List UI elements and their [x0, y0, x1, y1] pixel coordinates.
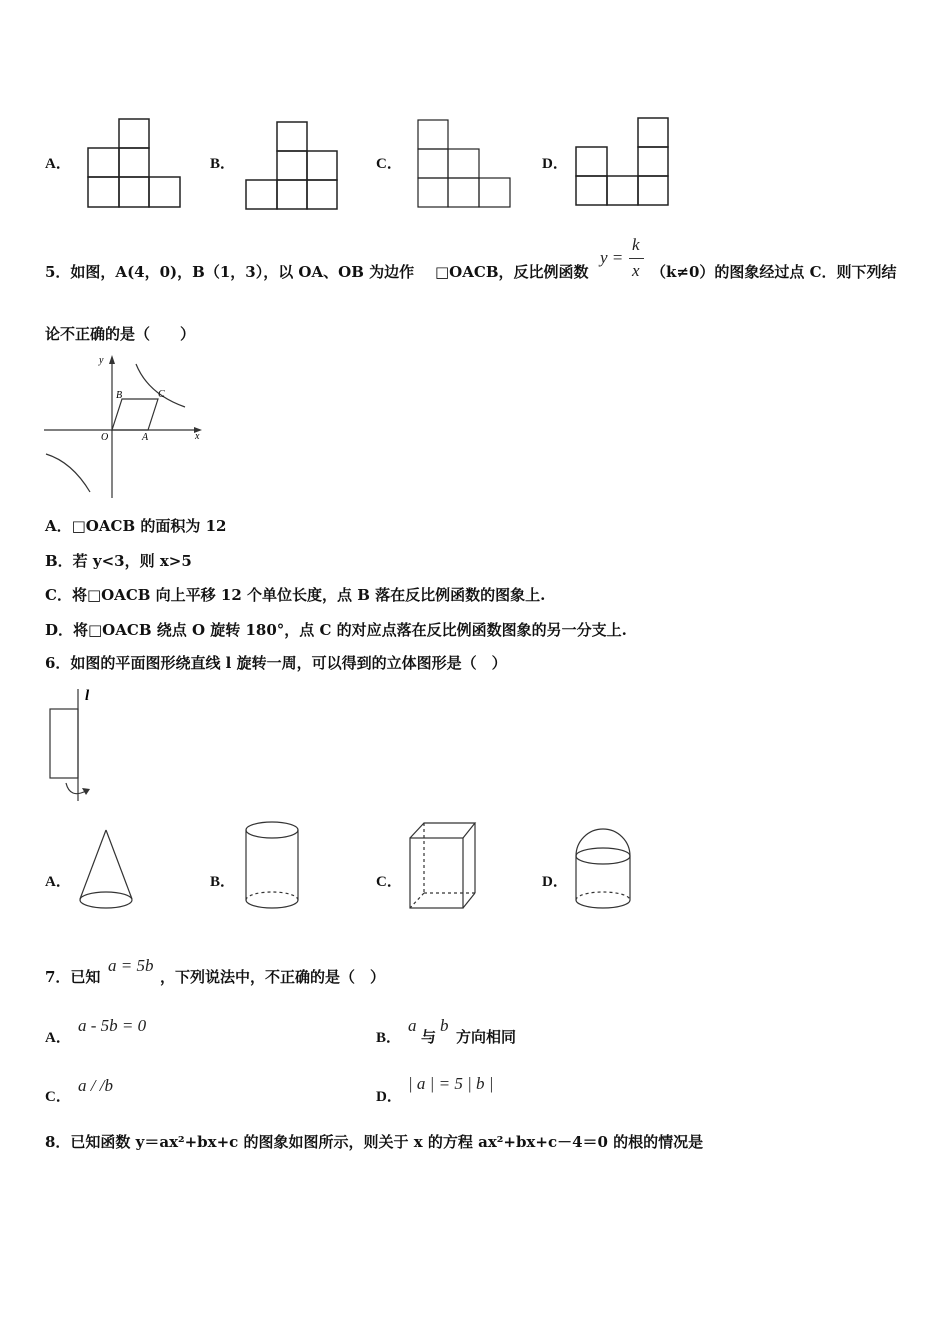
q6-option-d-label: D． [542, 874, 568, 890]
q5-stem-part1: 5．如图，A(4，0)，B（1，3），以 OA、OB 为边作 [45, 263, 415, 281]
q7-stem-part1: 7．已知 [45, 968, 101, 986]
q4-option-d-figure [574, 116, 672, 208]
q4-option-b-figure [244, 120, 340, 212]
q7-option-b-formula-b: b [440, 1016, 449, 1035]
q7-option-b-connector: 与 [421, 1028, 437, 1046]
q6-option-b-cylinder [240, 819, 304, 913]
q5-option-a: A．□OACB 的面积为 12 [45, 517, 227, 535]
q6-option-a-label: A． [45, 874, 71, 890]
q5-label-x: x [195, 431, 200, 442]
q5-formula-lhs: y = [600, 248, 624, 267]
q4-option-c-label: C． [376, 156, 402, 172]
q5-hyperbola-branch-1 [136, 364, 185, 407]
q4-option-d-label: D． [542, 156, 568, 172]
q7-stem-part2: ，下列说法中，不正确的是（ ） [160, 968, 386, 986]
q5-label-o: O [101, 432, 109, 443]
q7-option-b-label: B． [376, 1030, 402, 1046]
q7-option-a-label: A． [45, 1030, 71, 1046]
q5-formula [600, 236, 652, 282]
q5-stem-part3: （k≠0）的图象经过点 C．则下列结 [651, 263, 897, 281]
q4-option-b-label: B． [210, 156, 236, 172]
q6-option-c-label: C． [376, 874, 402, 890]
q4-option-a-label: A． [45, 156, 71, 172]
q5-hyperbola-branch-2 [46, 454, 90, 492]
q4-option-c-figure [416, 118, 514, 211]
q5-parallelogram [112, 399, 158, 430]
q5-label-c: C [158, 389, 165, 400]
q5-y-arrow [109, 355, 115, 364]
q6-rectangle [50, 709, 78, 778]
q6-option-b-label: B． [210, 874, 236, 890]
q6-label-l: l [85, 688, 90, 704]
q7-option-b-tail: 方向相同 [456, 1028, 517, 1046]
q6-rotation-arrowhead [82, 788, 90, 795]
q7-option-d-formula: | a | = 5 | b | [408, 1074, 494, 1093]
q7-stem-formula: a = 5b [108, 956, 154, 975]
q7-option-b-formula-a: a [408, 1016, 417, 1035]
q6-option-c-prism [404, 818, 480, 914]
q5-figure [40, 350, 210, 502]
q5-formula-denominator: x [632, 261, 640, 280]
q6-figure [44, 685, 104, 805]
q5-label-b: B [116, 390, 123, 401]
q5-stem-part2: □OACB，反比例函数 [435, 263, 589, 281]
q4-option-a-figure [86, 117, 184, 211]
q5-option-b: B．若 y<3，则 x>5 [45, 552, 192, 570]
q5-option-d: D．将□OACB 绕点 O 旋转 180°，点 C 的对应点落在反比例函数图象的另一分支上. [45, 621, 627, 639]
q5-label-a: A [142, 432, 149, 443]
q5-stem-line2: 论不正确的是（ ） [45, 325, 196, 343]
q5-label-y: y [99, 355, 104, 366]
q6-stem: 6．如图的平面图形绕直线 l 旋转一周，可以得到的立体图形是（ ） [45, 654, 507, 672]
q7-option-c-label: C． [45, 1089, 71, 1105]
q5-formula-numerator: k [632, 235, 640, 254]
q8-stem: 8．已知函数 y＝ax²+bx+c 的图象如图所示，则关于 x 的方程 ax²+bx+c－4＝0 的根的情况是 [45, 1133, 704, 1151]
q7-option-a-formula: a - 5b = 0 [78, 1016, 147, 1035]
q7-option-d-label: D． [376, 1089, 402, 1105]
q6-option-d-dome-cylinder [570, 826, 636, 914]
q6-option-a-cone [74, 826, 138, 914]
q5-formula-fraction-bar [629, 258, 644, 259]
q7-option-c-formula: a / /b [78, 1076, 113, 1095]
q5-option-c: C．将□OACB 向上平移 12 个单位长度，点 B 落在反比例函数的图象上. [45, 586, 546, 604]
